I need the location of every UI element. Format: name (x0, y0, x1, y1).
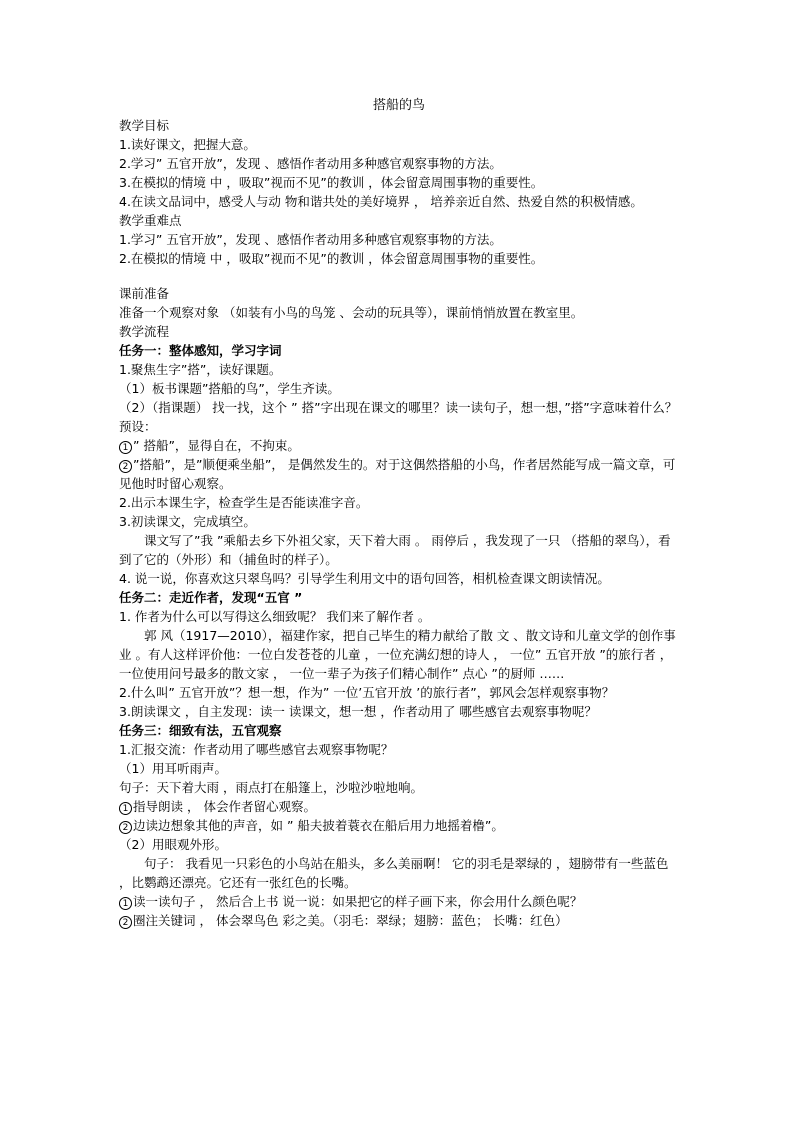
document-title: 搭船的鸟 (372, 98, 425, 113)
circled-number: 2 (119, 460, 132, 473)
task2-line: 2.什么叫” 五官开放”？想一想，作为” 一位’五官开放 ’的旅行者”，郭风会怎样观察事物？ (119, 685, 615, 700)
task2-line: 1. 作者为什么可以写得这么细致呢？ 我们来了解作者 。 (119, 609, 431, 624)
task2-heading: 任务二：走近作者，发现“五官 ” (119, 590, 303, 605)
task3-heading: 任务三：细致有法，五官观察 (119, 723, 282, 738)
task3-line: 句子：天下着大雨 ，雨点打在船篷上，沙啦沙啦地响。 (119, 780, 423, 795)
task3-line-text: 圈注关键词 ， 体会翠鸟色 彩之美。（羽毛：翠绿；翅膀：蓝色； 长嘴：红色） (133, 913, 568, 928)
goal-item: 3.在模拟的情境 中 ，吸取”视而不见”的教训 ，体会留意周围事物的重要性。 (119, 175, 544, 190)
flow-heading: 教学流程 (119, 324, 170, 339)
task3-line (119, 797, 679, 816)
task3-line (119, 911, 679, 930)
task2-line: 郭 风（1917—2010），福建作家，把自己毕生的精力献给了散 文 、散文诗和儿童文学的创作事业 。有人这样评价他：一位白发苍苍的儿童 ，一位充满幻想的诗人 ， 一位” 五官开放 ”的旅行者 ， 一位使用问号最多的散文家 ， 一位一辈子为孩子们精心制作” 点心 ”的厨师 …… (119, 628, 676, 681)
task1-line: 课文写了”我 ”乘船去乡下外祖父家，天下着大雨 。 雨停后 ，我发现了一只 （搭船的翠鸟），看到了它的（外形）和（捕鱼时的样子）。 (119, 533, 671, 567)
task1-line: 2.出示本课生字，检查学生是否能读准字音。 (119, 495, 369, 510)
prep-heading: 课前准备 (119, 286, 170, 301)
task1-line-text: ” 搭船”，显得自在，不拘束。 (133, 438, 300, 453)
document-page (119, 96, 679, 930)
key-point-item: 1.学习” 五官开放”，发现 、感悟作者动用多种感官观察事物的方法。 (119, 232, 502, 247)
task1-line: （1）板书课题”搭船的鸟”，学生齐读。 (119, 381, 340, 396)
task1-line: 预设： (119, 419, 157, 434)
circled-number: 1 (119, 897, 132, 910)
task2-line: 3.朗读课文 ，自主发现：读一 读课文，想一想 ，作者动用了 哪些感官去观察事物呢？ (119, 704, 597, 719)
circled-number: 2 (119, 821, 132, 834)
goal-item: 1.读好课文，把握大意。 (119, 137, 256, 152)
circled-number: 2 (119, 916, 132, 929)
task3-line: 句子： 我看见一只彩色的小鸟站在船头，多么美丽啊！ 它的羽毛是翠绿的 ，翅膀带有一些蓝色 ，比鹦鹉还漂亮。它还有一张红色的长嘴。 (119, 856, 669, 890)
task3-line (119, 892, 679, 911)
goals-heading: 教学目标 (119, 118, 170, 133)
task1-line: 1.聚焦生字”搭”，读好课题。 (119, 362, 282, 377)
task1-line-text: ”搭船”，是”顺便乘坐船”， 是偶然发生的。对于这偶然搭船的小鸟，作者居然能写成一篇文章，可见他时时留心观察。 (119, 457, 676, 491)
task1-heading: 任务一：整体感知，学习字词 (119, 343, 282, 358)
prep-text: 准备一个观察对象 （如装有小鸟的鸟笼 、会动的玩具等），课前悄悄放置在教室里。 (119, 305, 584, 320)
task1-line: 4. 说一说，你喜欢这只翠鸟吗？引导学生利用文中的语句回答，相机检查课文朗读情况。 (119, 571, 610, 586)
task1-line: （2）（指课题） 找一找，这个 ” 搭”字出现在课文的哪里？读一读句子，想一想，”搭”字意味着什么？ (119, 400, 678, 415)
task3-line-text: 边读边想象其他的声音，如 ” 船夫披着蓑衣在船后用力地摇着橹”。 (133, 818, 504, 833)
goal-item: 2.学习” 五官开放”，发现 、感悟作者动用多种感官观察事物的方法。 (119, 156, 502, 171)
circled-number: 1 (119, 802, 132, 815)
circled-number: 1 (119, 441, 132, 454)
spacer (119, 268, 679, 284)
goal-item: 4.在读文品词中，感受人与动 物和谐共处的美好境界 ， 培养亲近自然、热爱自然的积极情感。 (119, 194, 643, 209)
task1-line (119, 455, 679, 493)
task1-line (119, 436, 679, 455)
task3-line: 1.汇报交流：作者动用了哪些感官去观察事物呢？ (119, 742, 394, 757)
task3-line-text: 指导朗读 ， 体会作者留心观察。 (133, 799, 316, 814)
task3-line: （2）用眼观外形。 (119, 837, 227, 852)
task3-line (119, 816, 679, 835)
key-points-heading: 教学重难点 (119, 213, 182, 228)
task3-line-text: 读一读句子 ， 然后合上书 说一说：如果把它的样子画下来，你会用什么颜色呢？ (133, 894, 583, 909)
task1-line: 3.初读课文，完成填空。 (119, 514, 256, 529)
task3-line: （1）用耳听雨声。 (119, 761, 227, 776)
key-point-item: 2.在模拟的情境 中 ，吸取”视而不见”的教训 ，体会留意周围事物的重要性。 (119, 251, 544, 266)
